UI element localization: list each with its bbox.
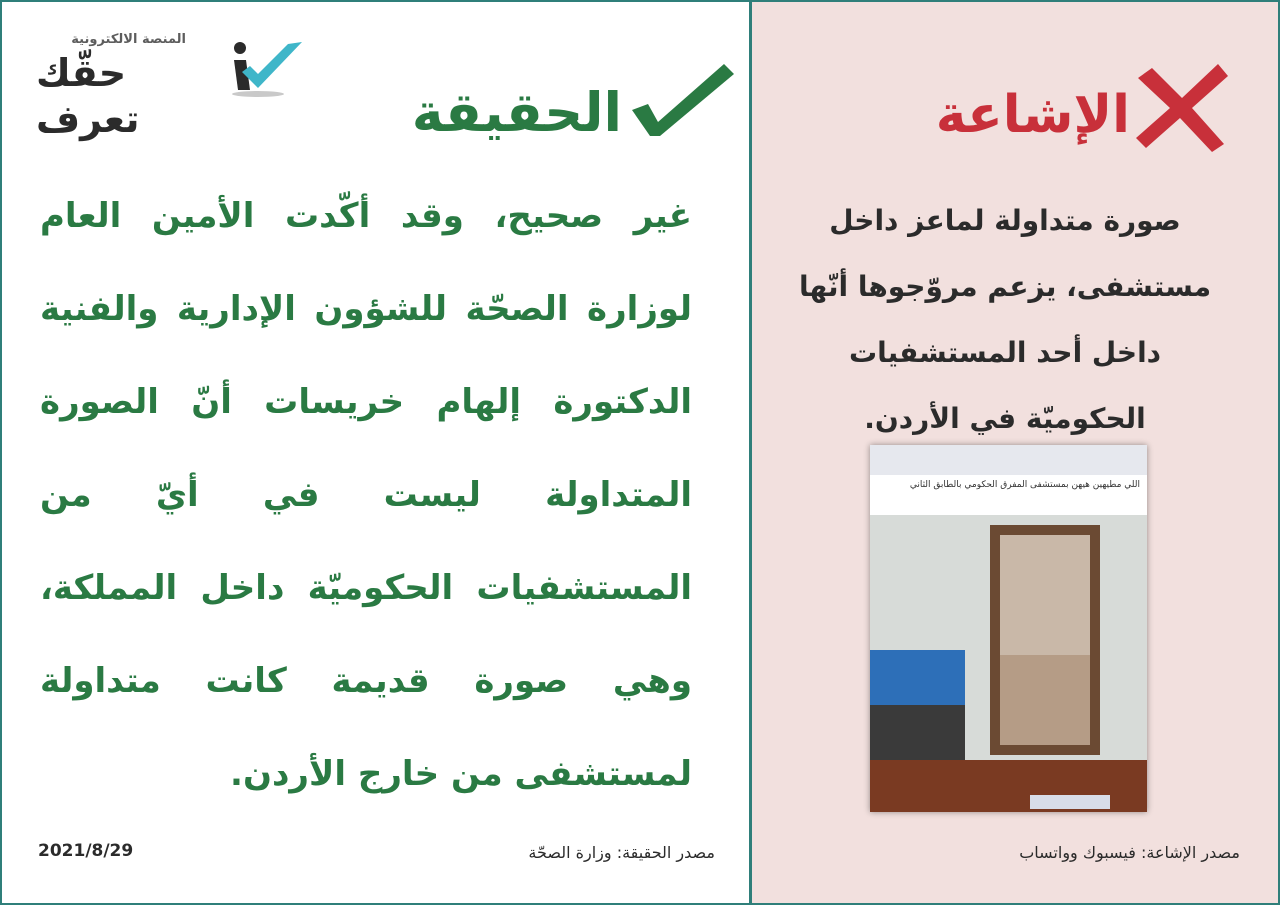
photo-caption: اللي مطيهين هيهن بمستشفى المفرق الحكومي بالطابق الثاني <box>909 480 1140 490</box>
logo-subtitle: المنصة الالكترونية <box>71 32 186 47</box>
check-icon <box>626 60 738 144</box>
fact-source: مصدر الحقيقة: وزارة الصحّة <box>528 843 715 862</box>
truth-title: الحقيقة <box>411 81 622 144</box>
rumor-photo <box>870 445 1147 812</box>
rumor-title: الإشاعة <box>935 85 1130 145</box>
check-person-icon <box>228 38 304 102</box>
publish-date: 2021/8/29 <box>38 841 134 861</box>
hospital-room-image <box>870 515 1147 812</box>
photo-post-header <box>870 445 1147 475</box>
rumor-source: مصدر الإشاعة: فيسبوك وواتساب <box>1019 843 1240 862</box>
truth-text: غير صحيح، وقد أكّدت الأمين العام لوزارة الصحّة للشؤون الإدارية والفنية الدكتورة إلهام خريسات أنّ الصورة المتداولة ليست في أيّ من المستشفيات الحكوميّة داخل المملكة، وهي صورة قديمة كانت متداولة لمستشفى من خارج الأردن. <box>40 196 692 794</box>
logo-name: حقّك تعرف <box>36 51 140 141</box>
rumor-text: صورة متداولة لماعز داخل مستشفى، يزعم مروّجوها أنّها داخل أحد المستشفيات الحكوميّة في الأردن. <box>798 204 1212 435</box>
x-icon <box>1132 60 1232 156</box>
